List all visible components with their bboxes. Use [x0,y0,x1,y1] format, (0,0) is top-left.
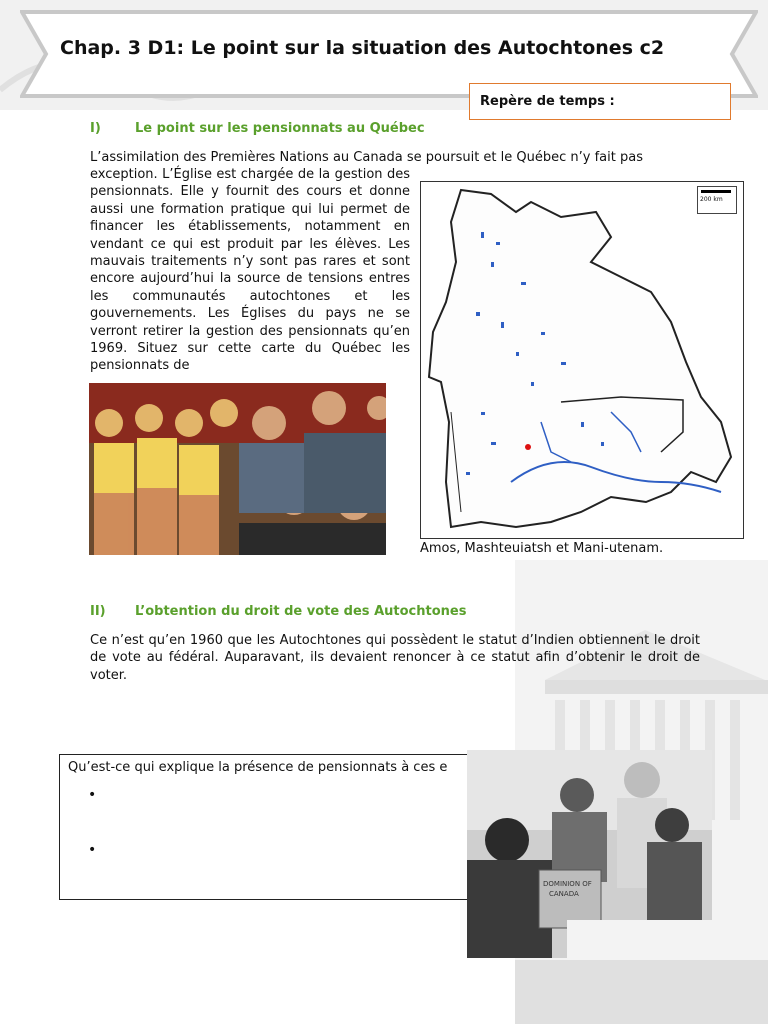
page-title: Chap. 3 D1: Le point sur la situation des Autochtones c2 [60,37,665,59]
residential-school-children-photo [89,383,386,555]
section-2-number: II) [90,604,106,619]
section-1-body: exception. L’Église est chargée de la gestion des pensionnats. Elle y fournit des cours et donne aussi une formation pratique qui lui permet de financer les établissements, notamment en vendant ce qui est produit par les élèves. Les mauvais traitements n’y sont pas rares et sont encore aujourd’hui la source de tensions entres les communautés autochtones et les gouvernements. Les Églises du pays ne se verront retirer la gestion des pensionnats qu’en 1969. Situez sur cette carte du Québec les pensionnats de [90,167,410,374]
question-text: Qu’est-ce qui explique la présence de pensionnats à ces e [68,760,448,775]
quebec-map-drawing [421,182,744,539]
section-1-title: Le point sur les pensionnats au Québec [135,121,425,136]
section-1-intro-line: L’assimilation des Premières Nations au Canada se poursuit et le Québec n’y fait pas [90,150,643,165]
map-scale-text: 200 km [700,196,723,203]
answer-bullet-1: • [88,787,97,803]
svg-text:CANADA: CANADA [549,890,579,898]
answer-bullet-2: • [88,842,97,858]
section-2-body: Ce n’est qu’en 1960 que les Autochtones qui possèdent le statut d’Indien obtiennent le droit de vote au fédéral. Auparavant, ils devaient renoncer à ce statut afin d’obtenir le droit de voter. [90,633,700,683]
section-2-title: L’obtention du droit de vote des Autochtones [135,604,467,619]
question-box [59,754,479,900]
timeline-label: Repère de temps : [480,94,615,109]
section-2-heading [90,604,466,619]
map-caption: Amos, Mashteuiatsh et Mani-utenam. [420,541,664,556]
section-1-number: I) [90,121,101,136]
ballot-box-text: DOMINION OF [543,880,592,888]
map-scale [697,186,737,214]
quebec-map [420,181,744,539]
indigenous-voting-photo [467,750,712,958]
timeline-box [469,83,731,120]
section-1-heading [90,121,425,136]
